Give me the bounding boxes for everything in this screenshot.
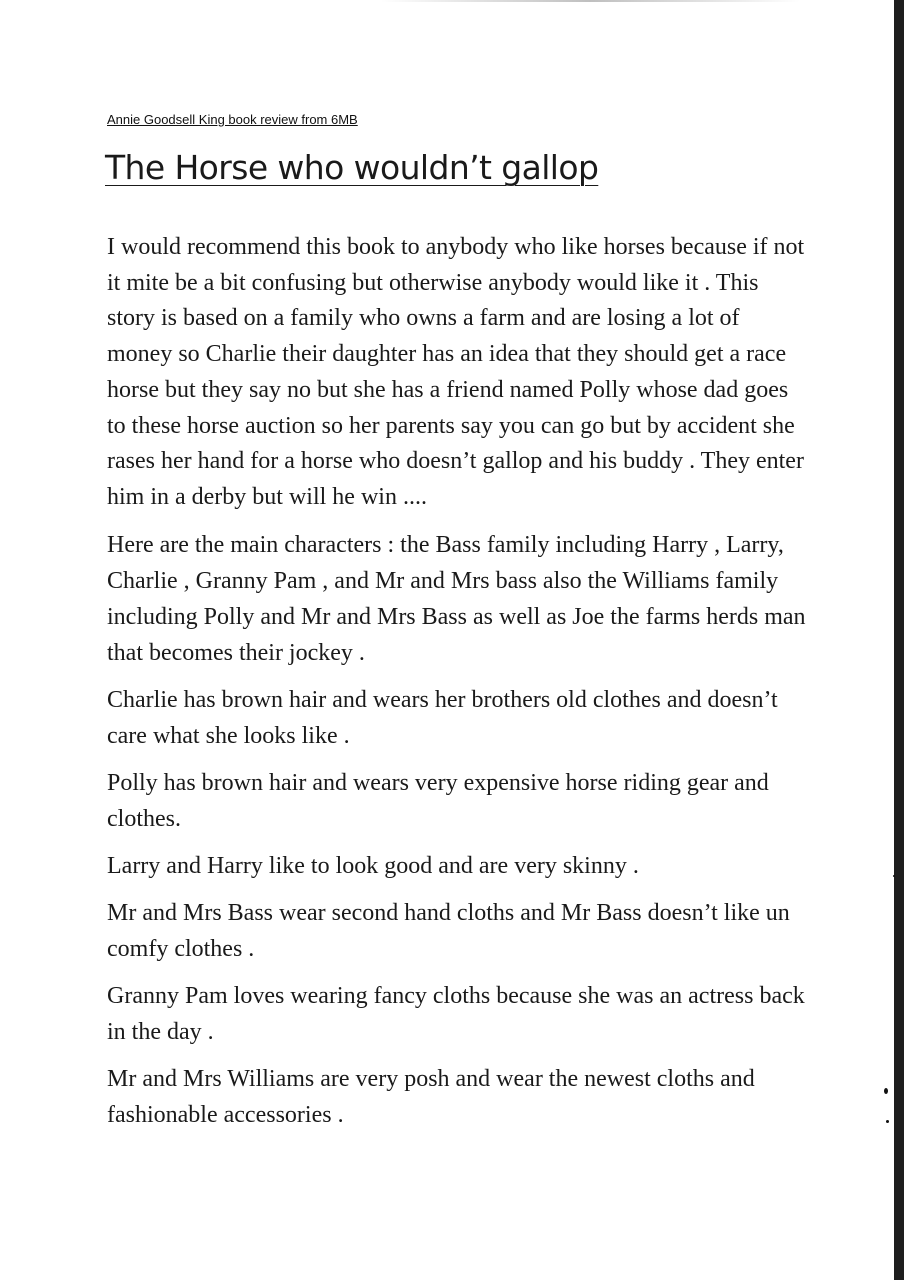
review-caption: Annie Goodsell King book review from 6MB — [107, 112, 358, 127]
scan-edge-shadow — [894, 0, 904, 1280]
paragraph-charlie: Charlie has brown hair and wears her brothers old clothes and doesn’t care what she looks like . — [107, 686, 778, 749]
paragraph-granny-pam: Granny Pam loves wearing fancy cloths because she was an actress back in the day . — [107, 982, 805, 1045]
paragraph-polly: Polly has brown hair and wears very expensive horse riding gear and clothes. — [107, 769, 769, 832]
review-body — [107, 230, 807, 1144]
scan-artifact-top — [380, 0, 800, 2]
paragraph-mr-mrs-bass: Mr and Mrs Bass wear second hand cloths and Mr Bass doesn’t like un comfy clothes . — [107, 899, 790, 962]
paragraph-summary: I would recommend this book to anybody who like horses because if not it mite be a bit confusing but otherwise anybody would like it . This story is based on a family who owns a farm and are losing a lot of money so Charlie their daughter has an idea that they should get a race horse but they say no but she has a friend named Polly whose dad goes to these horse auction so her parents say you can go but by accident she rases her hand for a horse who doesn’t gallop and his buddy . They enter him in a derby but will he win .... — [107, 234, 805, 510]
paragraph-larry-harry: Larry and Harry like to look good and are very skinny . — [107, 852, 639, 879]
page-title: The Horse who wouldn’t gallop — [105, 148, 599, 187]
scan-speck — [886, 1120, 889, 1123]
scan-speck — [893, 875, 895, 877]
scan-speck — [884, 1088, 888, 1094]
paragraph-characters: Here are the main characters : the Bass family including Harry , Larry, Charlie , Granny Pam , and Mr and Mrs bass also the Williams family including Polly and Mr and Mrs Bass as well as Joe the farms herds man that becomes their jockey . — [107, 531, 806, 666]
paragraph-williams: Mr and Mrs Williams are very posh and wear the newest cloths and fashionable accessories . — [107, 1065, 755, 1128]
